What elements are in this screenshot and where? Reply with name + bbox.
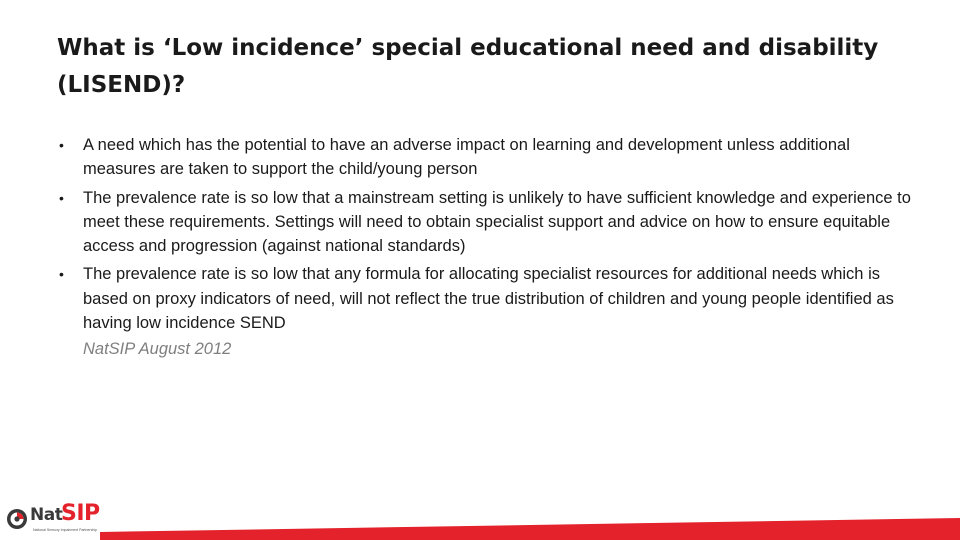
- logo-text-nat: Nat: [30, 505, 63, 525]
- bullet-item: [58, 262, 918, 335]
- bullet-dot-icon: •: [59, 266, 64, 283]
- bullet-dot-icon: •: [59, 189, 64, 206]
- bullet-dot-icon: •: [59, 137, 64, 153]
- bullet-text: A need which has the potential to have an adverse impact on learning and development unless additional measures are taken to support the child/young person: [83, 136, 850, 179]
- logo-tagline: National Sensory Impairment Partnership: [33, 528, 98, 532]
- natsip-logo-icon: [6, 508, 28, 530]
- bullet-text: The prevalence rate is so low that a mainstream setting is unlikely to have sufficient knowledge and experience to meet these requirements. Settings will need to obtain specialist support and advice on how to ensure equitable access and progression (against national standards): [83, 188, 911, 256]
- bullet-list: [58, 133, 918, 339]
- natsip-logo: [6, 500, 98, 536]
- bullet-text: The prevalence rate is so low that any formula for allocating specialist resources for additional needs which is based on proxy indicators of need, will not reflect the true distribution of children and young people identified as having low incidence SEND: [83, 265, 894, 333]
- bullet-item: [58, 186, 918, 259]
- slide-title: What is ‘Low incidence’ special educational need and disability (LISEND)?: [57, 35, 879, 98]
- bullet-item: [58, 133, 918, 182]
- logo-text-sip: SIP: [61, 501, 100, 526]
- source-citation: NatSIP August 2012: [83, 340, 232, 358]
